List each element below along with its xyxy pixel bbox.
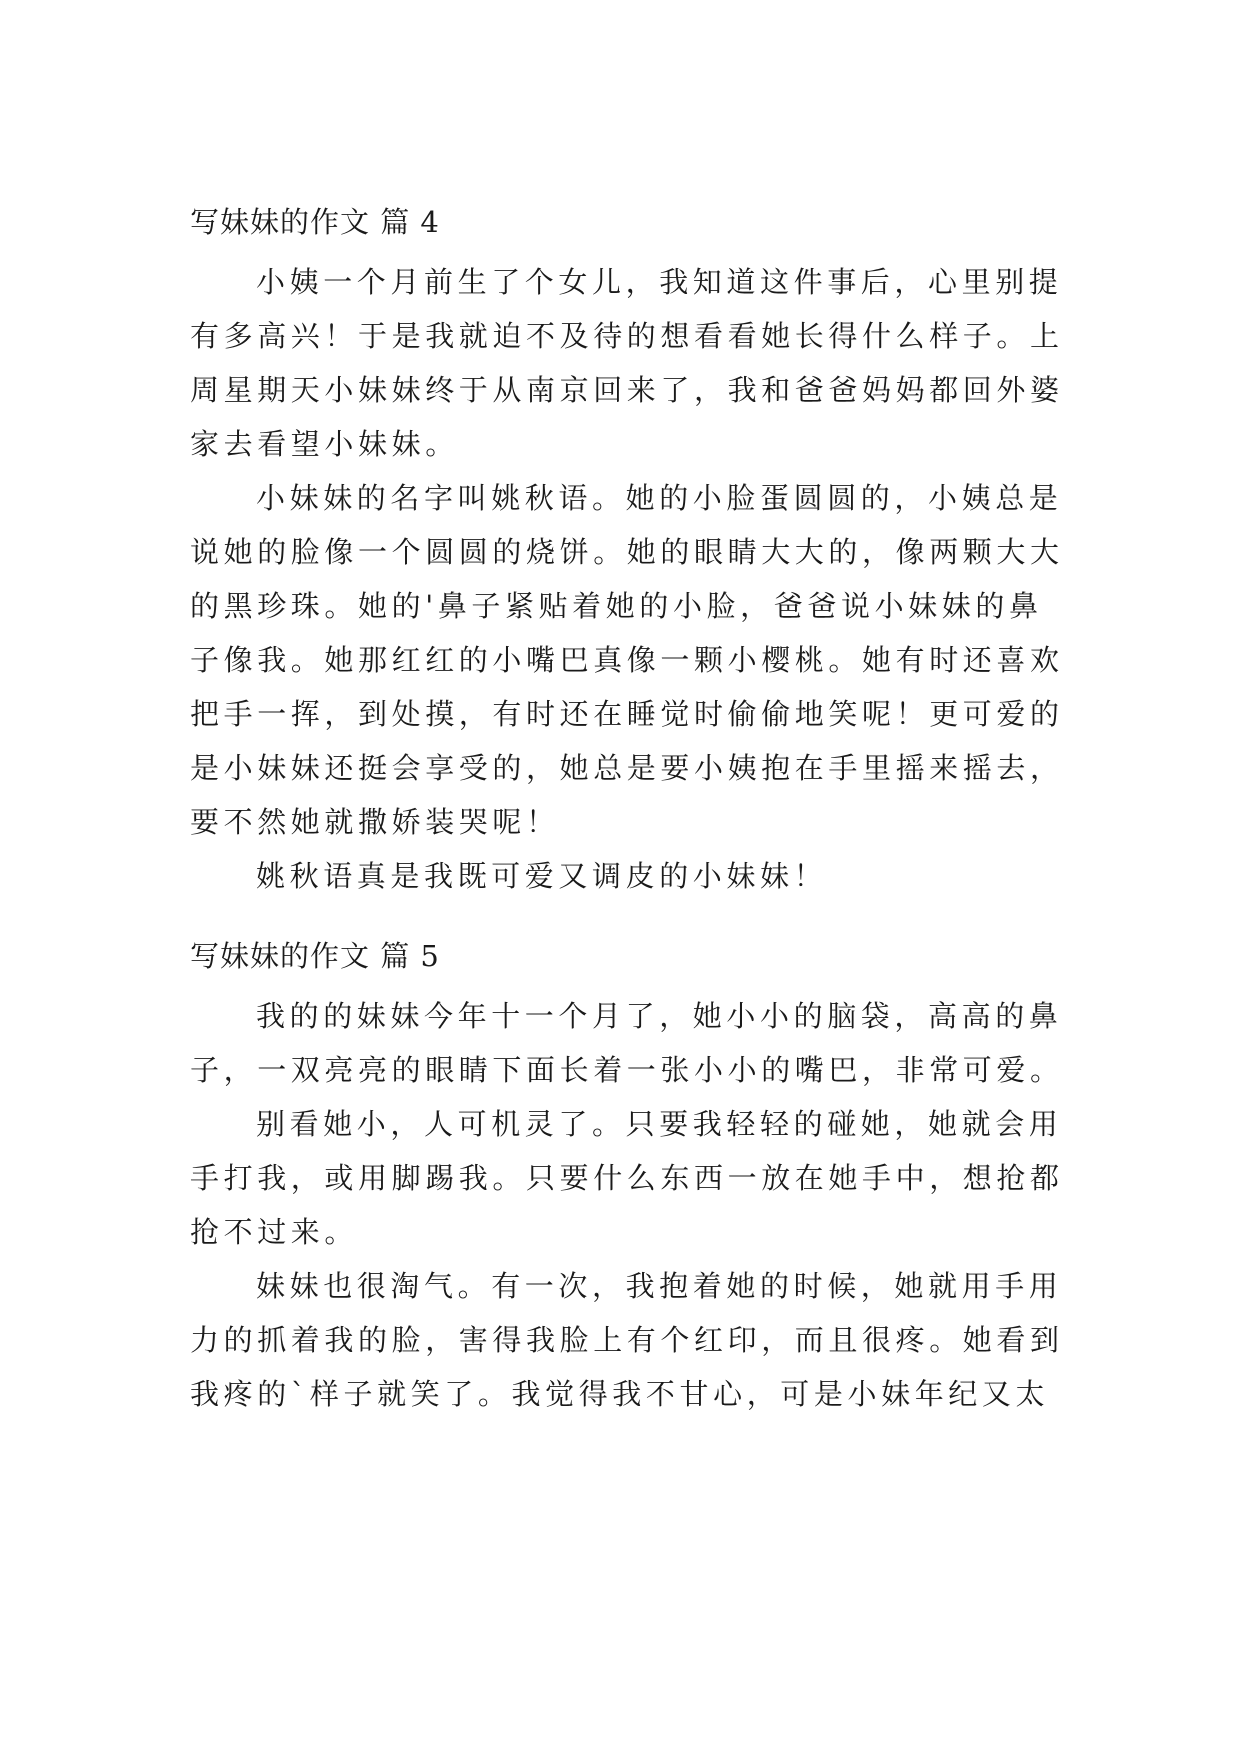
section-title: 写妹妹的作文 篇 4: [190, 205, 440, 239]
paragraph-line: 要不然她就撒娇装哭呢！: [190, 805, 560, 839]
paragraph-line: 有多高兴！于是我就迫不及待的想看看她长得什么样子。上: [190, 319, 1064, 353]
paragraph-line: 把手一挥，到处摸，有时还在睡觉时偷偷地笑呢！更可爱的: [190, 697, 1064, 731]
paragraph-line: 妹妹也很淘气。有一次，我抱着她的时候，她就用手用: [256, 1269, 1063, 1303]
paragraph-line: 抢不过来。: [190, 1215, 359, 1249]
paragraph-line: 小妹妹的名字叫姚秋语。她的小脸蛋圆圆的，小姨总是: [256, 481, 1063, 515]
paragraph-line: 的黑珍珠。她的'鼻子紧贴着她的小脸，爸爸说小妹妹的鼻: [190, 589, 1043, 623]
paragraph-line: 子像我。她那红红的小嘴巴真像一颗小樱桃。她有时还喜欢: [190, 643, 1064, 677]
paragraph-line: 姚秋语真是我既可爱又调皮的小妹妹！: [256, 859, 828, 893]
paragraph-line: 家去看望小妹妹。: [190, 427, 459, 461]
paragraph-line: 我的的妹妹今年十一个月了，她小小的脑袋，高高的鼻: [256, 999, 1063, 1033]
paragraph-line: 子，一双亮亮的眼睛下面长着一张小小的嘴巴，非常可爱。: [190, 1053, 1064, 1087]
paragraph-line: 说她的脸像一个圆圆的烧饼。她的眼睛大大的，像两颗大大: [190, 535, 1064, 569]
section-title: 写妹妹的作文 篇 5: [190, 939, 440, 973]
paragraph-line: 我疼的`样子就笑了。我觉得我不甘心，可是小妹年纪又太: [190, 1377, 1050, 1411]
paragraph-line: 别看她小，人可机灵了。只要我轻轻的碰她，她就会用: [256, 1107, 1063, 1141]
paragraph-line: 是小妹妹还挺会享受的，她总是要小姨抱在手里摇来摇去，: [190, 751, 1064, 785]
paragraph-line: 手打我，或用脚踢我。只要什么东西一放在她手中，想抢都: [190, 1161, 1064, 1195]
paragraph-line: 小姨一个月前生了个女儿，我知道这件事后，心里别提: [256, 265, 1063, 299]
paragraph-line: 力的抓着我的脸，害得我脸上有个红印，而且很疼。她看到: [190, 1323, 1064, 1357]
paragraph-line: 周星期天小妹妹终于从南京回来了，我和爸爸妈妈都回外婆: [190, 373, 1064, 407]
